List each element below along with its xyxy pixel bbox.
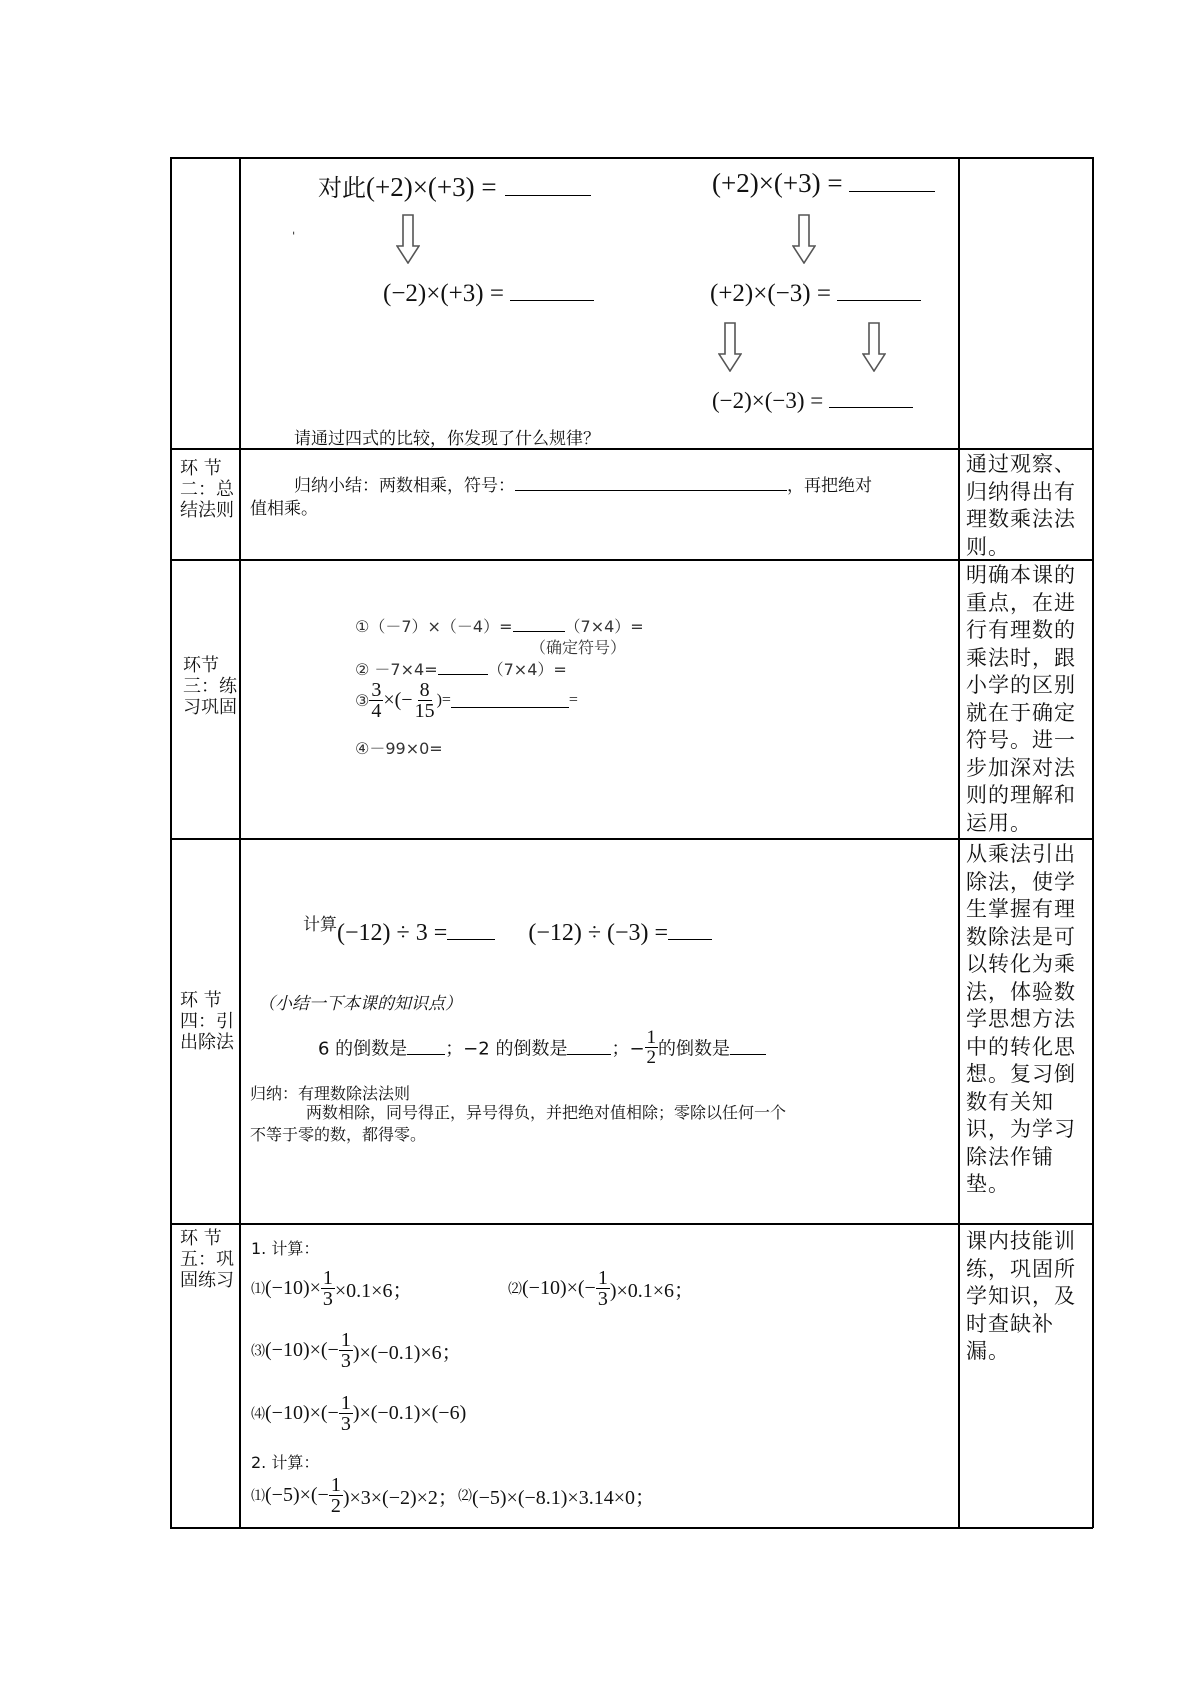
equation-1 — [318, 168, 591, 203]
summary-line-1 — [294, 471, 872, 496]
table-border-row4 — [170, 1223, 1093, 1225]
division-rule-title: 归纳：有理数除法法则 — [250, 1084, 411, 1103]
item2-text: ② －7×4= — [355, 660, 438, 679]
item2-blank[interactable] — [438, 662, 488, 675]
table-border-left — [170, 157, 172, 1528]
item3-fraction-2: $\frac{8}{15}$ — [414, 679, 435, 722]
row-2-side-note: 通过观察、归纳得出有理数乘法法则。 — [966, 452, 1076, 559]
q1-3-fraction: $\frac{1}{3}$ — [340, 1329, 351, 1372]
table-border-row2 — [170, 559, 1093, 561]
eq5-blank[interactable] — [829, 391, 913, 408]
calc-prefix: 计算 — [303, 915, 337, 935]
item3-close: )= — [436, 691, 451, 709]
eq1-blank[interactable] — [505, 175, 591, 196]
row-3-label: 环节三：练习巩固 — [183, 655, 237, 718]
summary-hint: （小结一下本课的知识点） — [258, 994, 462, 1014]
q1-2-fraction: $\frac{1}{3}$ — [597, 1267, 608, 1310]
row-5-side-note: 课内技能训练，巩固所学知识，及时查缺补漏。 — [966, 1229, 1076, 1363]
down-arrow-icon — [718, 322, 742, 372]
table-border-col2 — [958, 157, 960, 1528]
q1-4-fraction: $\frac{1}{3}$ — [340, 1392, 351, 1435]
q2-items: ⑴(−5)×(− $\frac{1}{2}$ )×3×(−2)×2；⑵(−5)×(−8.1)×3.14×0； — [251, 1474, 655, 1517]
equation-3 — [383, 280, 594, 308]
item3-blank[interactable] — [451, 693, 569, 708]
eq2-blank[interactable] — [849, 171, 935, 192]
table-border-bottom — [170, 1527, 1093, 1529]
row-3-side-note: 明确本课的重点，在进行有理数的乘法时，跟小学的区别就在于确定符号。进一步加深对法则的理解和运用。 — [966, 563, 1076, 835]
q1-1-fraction: $\frac{1}{3}$ — [322, 1267, 333, 1310]
practice-item-4: ④－99×0= — [355, 739, 443, 758]
q2-1-fraction: $\frac{1}{2}$ — [330, 1474, 341, 1517]
eq5-expression: (−2)×(−3) = — [712, 388, 824, 413]
row-4-side-note: 从乘法引出除法，使学生掌握有理数除法是可以转化为乘法，体验数学思想方法中的转化思想。复习倒数有关知识，为学习除法作铺垫。 — [966, 842, 1076, 1196]
practice-item-1 — [355, 614, 644, 637]
equation-5 — [712, 388, 913, 414]
item3-tail: = — [568, 691, 578, 709]
eq4-blank[interactable] — [837, 282, 921, 301]
recip-d: 的倒数是 — [658, 1038, 731, 1060]
calc-2: (−12) ÷ (−3) = — [528, 920, 669, 946]
calc-2-blank[interactable] — [668, 925, 712, 940]
down-arrow-icon — [862, 322, 886, 372]
division-rule-line-2: 不等于零的数，都得零。 — [250, 1125, 427, 1144]
eq4-expression: (+2)×(−3) = — [710, 280, 831, 307]
eq3-blank[interactable] — [510, 282, 594, 301]
q1-item-1: ⑴(−10)× $\frac{1}{3}$ ×0.1×6； — [251, 1267, 413, 1310]
equation-4 — [710, 280, 921, 308]
table-border-top — [170, 157, 1093, 159]
question-1-title: 1. 计算： — [251, 1239, 320, 1258]
recip-c: ；− — [611, 1038, 645, 1060]
eq1-prefix: 对此 — [318, 174, 366, 202]
division-rule-line-1: 两数相除，同号得正，异号得负，并把绝对值相除；零除以任何一个 — [306, 1103, 787, 1122]
q1-item-3: ⑶(−10)×(− $\frac{1}{3}$ )×(−0.1)×6； — [251, 1329, 462, 1372]
item2-tail: （7×4）= — [487, 660, 567, 679]
item3-fraction-1: $\frac{3}{4}$ — [371, 679, 382, 722]
summary-text-b: ，再把绝对 — [787, 476, 872, 496]
recip-blank-2[interactable] — [567, 1040, 611, 1055]
item3-mid: ×(− — [383, 689, 413, 711]
recip-blank-1[interactable] — [407, 1040, 445, 1055]
item1-note: （确定符号） — [530, 638, 627, 657]
practice-item-3 — [355, 680, 578, 721]
row-5-label: 环 节五：巩 固练习 — [180, 1228, 234, 1291]
eq2-expression: (+2)×(+3) = — [712, 168, 843, 198]
item1-text: ①（－7）×（－4）= — [355, 617, 513, 636]
division-calc — [303, 915, 712, 947]
row-4-label: 环 节四：引 出除法 — [180, 990, 234, 1053]
tick-mark: ˈ — [292, 230, 296, 244]
reciprocal-line — [318, 1028, 766, 1067]
table-border-right — [1092, 157, 1094, 1528]
q1-item-2: ⑵(−10)×(− $\frac{1}{3}$ )×0.1×6； — [508, 1267, 695, 1310]
table-border-col1 — [239, 157, 241, 1528]
table-border-row3 — [170, 838, 1093, 840]
equation-2 — [712, 168, 935, 199]
practice-item-2 — [355, 657, 567, 680]
recip-fraction: $\frac{1}{2}$ — [646, 1027, 657, 1068]
item1-blank[interactable] — [513, 619, 565, 632]
recip-b: ；−2 的倒数是 — [445, 1038, 568, 1060]
summary-text-a: 归纳小结：两数相乘，符号： — [294, 476, 515, 496]
item1-tail: （7×4）= — [564, 617, 644, 636]
comparison-question: 请通过四式的比较，你发现了什么规律？ — [294, 429, 600, 449]
row-2-label: 环 节二：总 结法则 — [180, 458, 234, 521]
down-arrow-icon — [792, 214, 816, 264]
item3-prefix: ③ — [355, 691, 370, 710]
eq1-expression: (+2)×(+3) = — [366, 172, 497, 202]
down-arrow-icon — [396, 214, 420, 264]
question-2-title: 2. 计算： — [251, 1453, 320, 1472]
q1-item-4: ⑷(−10)×(− $\frac{1}{3}$ )×(−0.1)×(−6) — [251, 1392, 467, 1435]
recip-blank-3[interactable] — [730, 1040, 766, 1055]
recip-a: 6 的倒数是 — [318, 1038, 408, 1060]
sign-rule-blank[interactable] — [515, 476, 787, 491]
summary-line-2: 值相乘。 — [250, 499, 318, 519]
eq3-expression: (−2)×(+3) = — [383, 280, 504, 307]
calc-1: (−12) ÷ 3 = — [337, 920, 448, 946]
calc-1-blank[interactable] — [447, 925, 495, 940]
